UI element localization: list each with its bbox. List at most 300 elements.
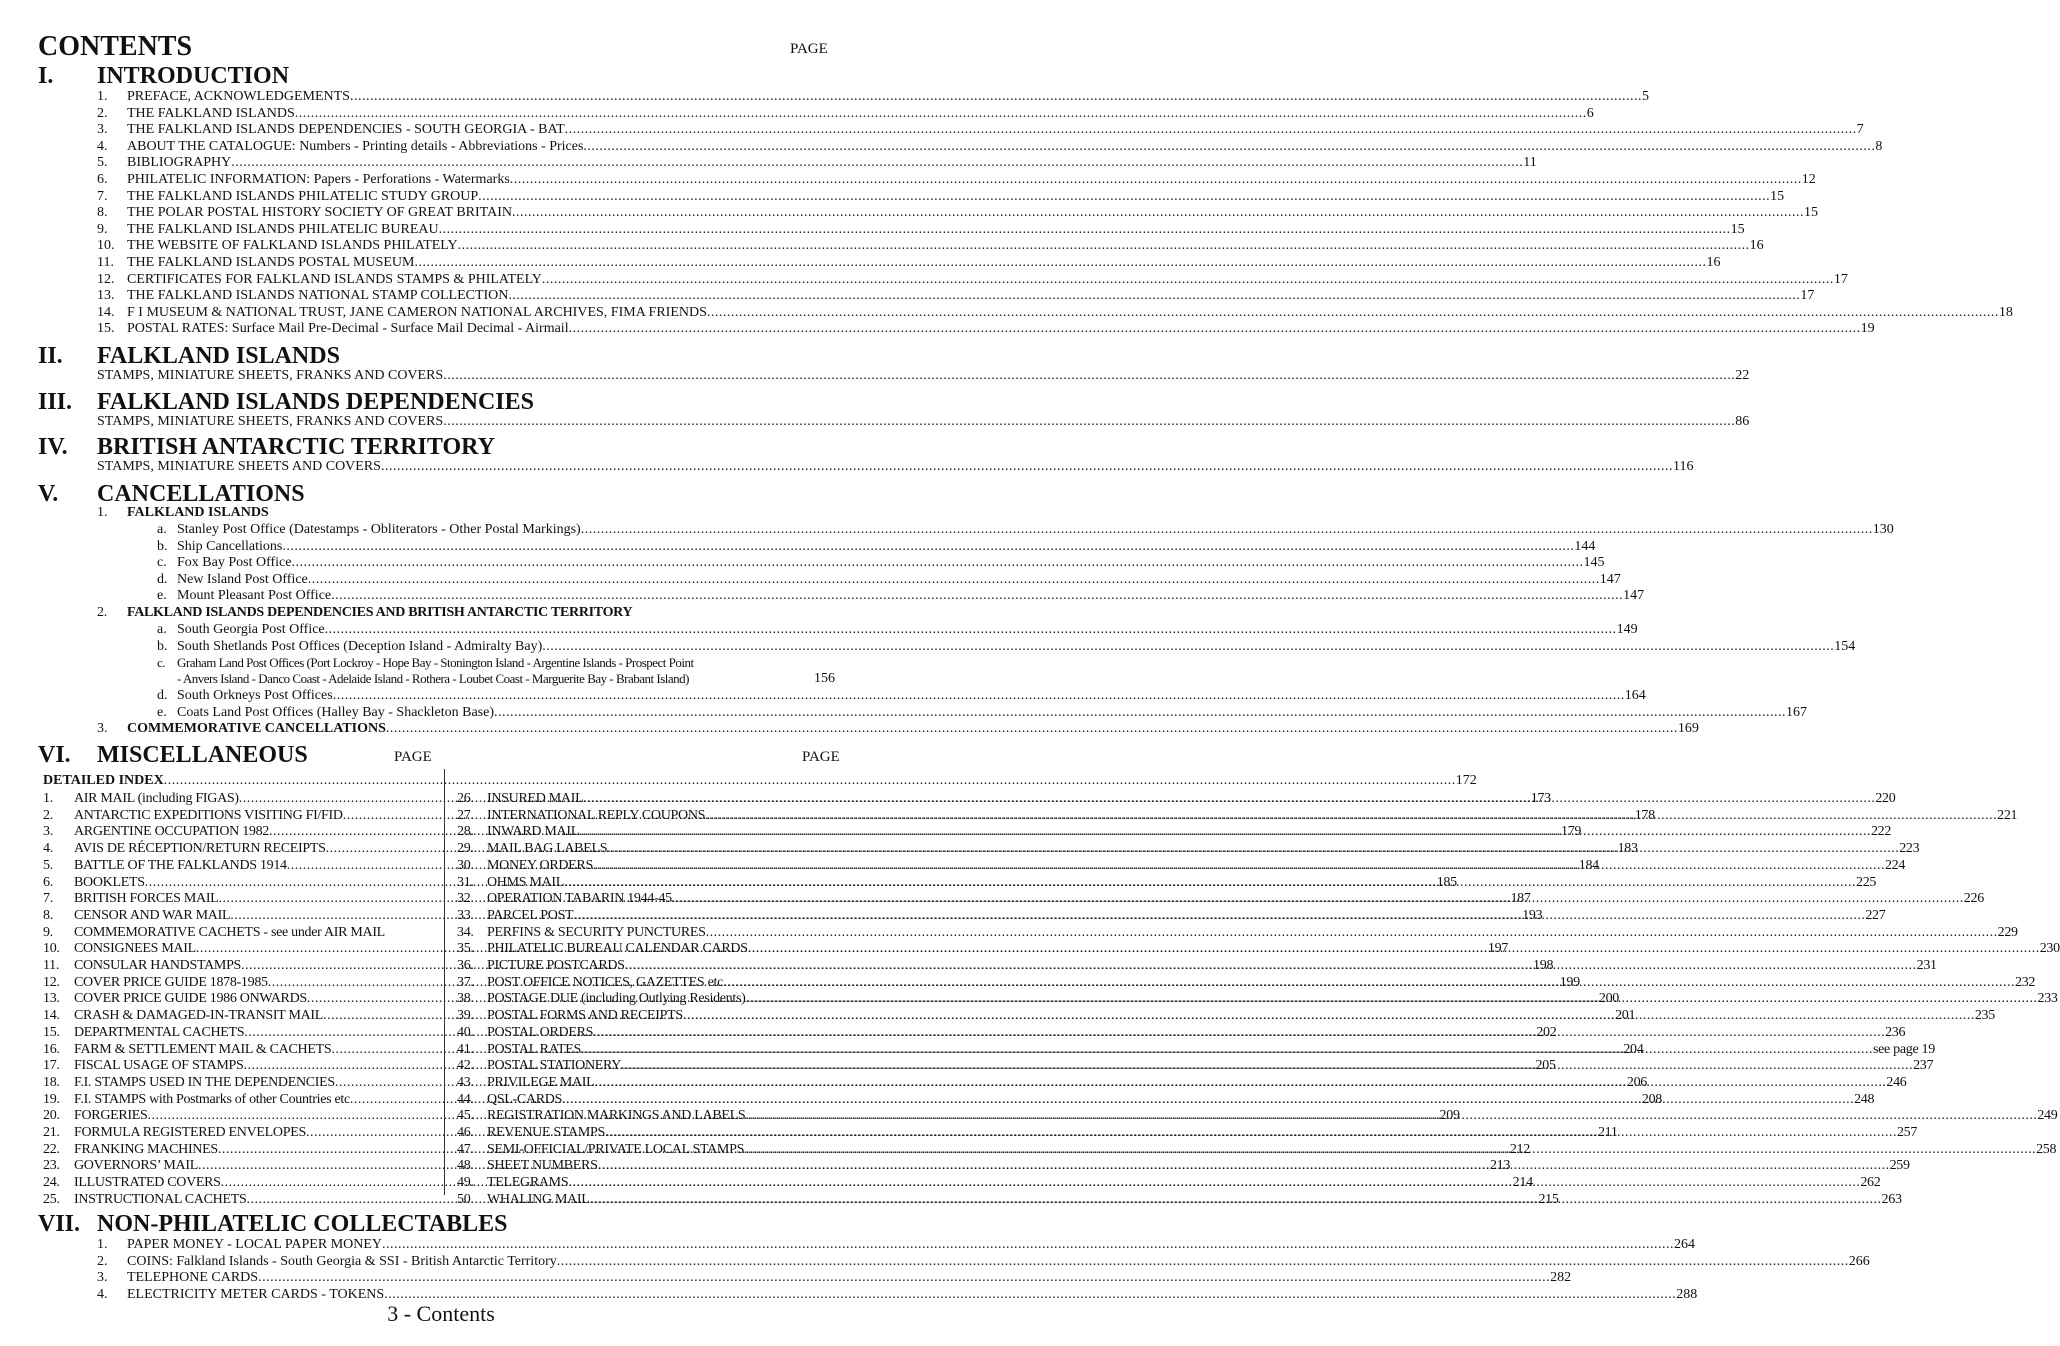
entry-label: PRIVILEGE MAIL xyxy=(487,1074,595,1090)
toc-entry[interactable] xyxy=(97,287,1815,304)
leader-dots xyxy=(705,807,1997,824)
entry-page: 226 xyxy=(1963,891,1984,907)
section-title: CANCELLATIONS xyxy=(97,481,305,507)
entry-page: 236 xyxy=(1885,1024,1906,1040)
entry-label: Graham Land Post Offices (Port Lockroy - Hope Bay - Stonington Island - Argentine Islands - Prospect Point xyxy=(177,655,694,670)
entry-number: 3. xyxy=(97,1270,108,1286)
entry-number: 5. xyxy=(43,857,53,873)
entry-page: 198 xyxy=(1533,958,1554,973)
entry-label: FORMULA REGISTERED ENVELOPES xyxy=(74,1125,306,1140)
entry-label: ARGENTINE OCCUPATION 1982 xyxy=(74,824,269,840)
entry-number: 3. xyxy=(97,122,108,138)
entry-number: 36. xyxy=(457,958,474,973)
entry-number: 12. xyxy=(43,974,60,990)
entry-number: 21. xyxy=(43,1125,60,1140)
entry-page: 193 xyxy=(1522,907,1543,923)
toc-entry[interactable] xyxy=(97,458,1694,475)
entry-page: 169 xyxy=(1677,721,1699,736)
entry-page: 164 xyxy=(1624,688,1646,703)
entry-page: 232 xyxy=(2015,974,2036,990)
entry-label: THE FALKLAND ISLANDS PHILATELIC BUREAU xyxy=(127,221,439,237)
section-title: INTRODUCTION xyxy=(97,63,290,89)
entry-label: AVIS DE RÉCEPTION/RETURN RECEIPTS xyxy=(74,841,326,857)
entry-number: 10. xyxy=(43,941,60,957)
section-title: FALKLAND ISLANDS DEPENDENCIES xyxy=(97,389,534,415)
leader-dots xyxy=(458,237,1750,254)
entry-page: 12 xyxy=(1801,172,1816,187)
entry-number: 2. xyxy=(97,605,107,620)
section-numeral: VI. xyxy=(38,742,71,768)
section-numeral: VII. xyxy=(38,1211,81,1237)
toc-entry[interactable] xyxy=(157,687,1646,704)
toc-entry[interactable] xyxy=(157,654,835,671)
entry-page: 227 xyxy=(1865,907,1886,923)
entry-page: 16 xyxy=(1706,255,1721,270)
entry-label: SHEET NUMBERS xyxy=(487,1158,598,1174)
toc-entry[interactable] xyxy=(457,924,2018,941)
leader-dots xyxy=(748,940,2040,957)
entry-page: 213 xyxy=(1489,1158,1511,1174)
entry-number: e. xyxy=(157,704,167,720)
entry-page: 224 xyxy=(1884,857,1906,873)
toc-entry[interactable] xyxy=(97,171,1816,188)
entry-number: 14. xyxy=(43,1008,60,1024)
entry-label: - Anvers Island - Danco Coast - Adelaide Island - Rothera - Loubet Coast - Marguerite Bay - Brabant Island) xyxy=(177,671,689,686)
leader-dots xyxy=(542,638,1834,655)
page-column-label: PAGE xyxy=(790,41,828,57)
toc-entry-continuation[interactable] xyxy=(177,670,835,687)
leader-dots xyxy=(672,890,1964,907)
entry-number: 34. xyxy=(457,924,474,940)
entry-page: 282 xyxy=(1550,1270,1572,1286)
leader-dots xyxy=(565,121,1857,138)
column-divider xyxy=(444,769,445,1195)
entry-page: 17 xyxy=(1833,271,1848,287)
entry-label: REVENUE STAMPS xyxy=(487,1125,605,1140)
entry-label: OPERATION TABARIN 1944-45 xyxy=(487,891,672,907)
entry-page: 172 xyxy=(1455,773,1477,788)
entry-page: 5 xyxy=(1641,89,1649,104)
entry-label: FARM & SETTLEMENT MAIL & CACHETS xyxy=(74,1041,332,1057)
entry-number: b. xyxy=(157,538,168,554)
entry-number: 12. xyxy=(97,271,115,287)
entry-number: 6. xyxy=(97,172,108,187)
toc-entry[interactable] xyxy=(97,271,1848,288)
entry-label: OHMS MAIL xyxy=(487,874,565,890)
entry-page: 288 xyxy=(1676,1286,1698,1302)
leader-dots xyxy=(683,1007,1975,1024)
entry-page: 15 xyxy=(1770,188,1785,204)
entry-page: 206 xyxy=(1626,1074,1647,1090)
entry-label: PREFACE, ACKNOWLEDGEMENTS xyxy=(127,89,350,104)
section-numeral: II. xyxy=(38,343,63,369)
entry-number: 42. xyxy=(457,1058,474,1074)
entry-number: 27. xyxy=(457,807,474,823)
entry-number: 3. xyxy=(43,824,53,840)
entry-page: 202 xyxy=(1536,1024,1557,1040)
entry-number: 18. xyxy=(43,1074,60,1090)
entry-label: AIR MAIL (including FIGAS) xyxy=(74,791,239,806)
leader-dots xyxy=(164,772,1456,789)
leader-dots xyxy=(325,621,1617,638)
leader-dots xyxy=(746,990,2038,1007)
toc-entry[interactable] xyxy=(97,1269,1572,1286)
entry-label: MAIL BAG LABELS xyxy=(487,841,608,857)
entry-number: 15. xyxy=(43,1024,60,1040)
entry-label: SEMI-OFFICIAL/PRIVATE LOCAL STAMPS xyxy=(487,1141,745,1157)
entry-label: MONEY ORDERS xyxy=(487,857,593,873)
entry-number: 49. xyxy=(457,1175,474,1191)
leader-dots xyxy=(583,138,1875,155)
entry-number: 3. xyxy=(97,721,108,736)
entry-label: STAMPS, MINIATURE SHEETS AND COVERS xyxy=(97,459,381,474)
entry-label: COMMEMORATIVE CACHETS - see under AIR MAIL xyxy=(74,924,385,940)
entry-label: PAPER MONEY - LOCAL PAPER MONEY xyxy=(127,1237,383,1252)
toc-entry[interactable] xyxy=(97,367,1750,384)
entry-label: THE FALKLAND ISLANDS DEPENDENCIES - SOUTH GEORGIA - BAT xyxy=(127,122,565,138)
leader-dots xyxy=(414,254,1706,271)
entry-label: FISCAL USAGE OF STAMPS xyxy=(74,1058,244,1074)
section-title: BRITISH ANTARCTIC TERRITORY xyxy=(97,434,495,460)
entry-page: see page 19 xyxy=(1872,1041,1935,1057)
entry-number: 1. xyxy=(43,791,53,806)
entry-label: DEPARTMENTAL CACHETS xyxy=(74,1024,245,1040)
entry-label: POSTAL FORMS AND RECEIPTS xyxy=(487,1008,683,1024)
toc-entry[interactable] xyxy=(97,204,1818,221)
entry-label: CRASH & DAMAGED-IN-TRANSIT MAIL xyxy=(74,1008,324,1024)
entry-label: GOVERNORS’ MAIL xyxy=(74,1158,198,1174)
leader-dots xyxy=(291,554,1583,571)
toc-entry[interactable] xyxy=(97,304,2013,321)
entry-label: CENSOR AND WAR MAIL xyxy=(74,907,231,923)
entry-number: 9. xyxy=(97,221,108,237)
toc-entry[interactable] xyxy=(157,538,1596,555)
entry-label: CONSULAR HANDSTAMPS xyxy=(74,958,242,973)
leader-dots xyxy=(569,320,1861,337)
section-miscellaneous xyxy=(38,742,858,772)
entry-page: 187 xyxy=(1510,891,1531,907)
toc-entry[interactable] xyxy=(157,521,1894,538)
leader-dots xyxy=(579,823,1871,840)
entry-page: 178 xyxy=(1634,807,1655,823)
entry-page: 144 xyxy=(1574,538,1596,554)
page-column-label-left: PAGE xyxy=(394,749,432,765)
entry-number: d. xyxy=(157,571,168,587)
toc-entry[interactable] xyxy=(157,554,1605,571)
entry-page: 130 xyxy=(1872,522,1894,537)
entry-page: 209 xyxy=(1439,1108,1460,1124)
entry-number: 8. xyxy=(43,907,53,923)
entry-number: 6. xyxy=(43,874,53,890)
entry-page: 229 xyxy=(1997,924,2018,940)
entry-label: INTERNATIONAL REPLY COUPONS xyxy=(487,807,706,823)
leader-dots xyxy=(598,1157,1890,1174)
entry-page: 16 xyxy=(1749,238,1764,254)
leader-dots xyxy=(494,704,1786,721)
leader-dots xyxy=(573,907,1865,924)
leader-dots xyxy=(439,221,1731,238)
entry-page: 147 xyxy=(1599,571,1621,587)
entry-number: 43. xyxy=(457,1074,474,1090)
toc-entry[interactable] xyxy=(97,254,1721,271)
leader-dots xyxy=(512,204,1804,221)
leader-dots xyxy=(443,367,1735,384)
entry-number: 39. xyxy=(457,1008,474,1024)
page-footer: 3 - Contents xyxy=(387,1301,495,1326)
entry-page: 208 xyxy=(1641,1091,1662,1107)
entry-label: ELECTRICITY METER CARDS - TOKENS xyxy=(127,1286,385,1302)
entry-page: 221 xyxy=(1997,807,2018,823)
entry-number: 2. xyxy=(97,105,108,121)
entry-number: 30. xyxy=(457,857,474,873)
entry-number: 19. xyxy=(43,1091,60,1107)
section-numeral: V. xyxy=(38,481,59,507)
leader-dots xyxy=(607,840,1899,857)
toc-entry[interactable] xyxy=(97,1236,1696,1253)
entry-page: 15 xyxy=(1730,221,1745,237)
leader-dots xyxy=(386,720,1678,737)
entry-page: 116 xyxy=(1672,459,1694,474)
toc-entry[interactable] xyxy=(157,571,1621,588)
entry-label: Fox Bay Post Office xyxy=(177,555,292,571)
entry-page: 185 xyxy=(1436,874,1457,890)
entry-label: INWARD MAIL xyxy=(487,824,579,840)
entry-page: 6 xyxy=(1586,105,1594,121)
toc-entry[interactable] xyxy=(97,154,1537,171)
entry-page: 22 xyxy=(1735,368,1750,383)
toc-entry[interactable] xyxy=(97,1253,1870,1270)
leader-dots xyxy=(723,974,2015,991)
entry-label: INSTRUCTIONAL CACHETS xyxy=(74,1191,247,1207)
entry-number: 40. xyxy=(457,1024,474,1040)
entry-page: 200 xyxy=(1598,991,1620,1007)
leader-dots xyxy=(508,287,1800,304)
entry-page: 262 xyxy=(1860,1175,1881,1191)
entry-number: e. xyxy=(157,588,167,604)
entry-number: 38. xyxy=(457,991,474,1007)
entry-page: 233 xyxy=(2037,991,2058,1007)
entry-label: FORGERIES xyxy=(74,1108,148,1124)
entry-page: 173 xyxy=(1530,791,1551,806)
entry-number: 17. xyxy=(43,1058,60,1074)
leader-dots xyxy=(593,857,1885,874)
entry-page: 246 xyxy=(1886,1074,1907,1090)
entry-number: 1. xyxy=(97,505,108,520)
entry-label: BOOKLETS xyxy=(74,874,145,890)
entry-page: 11 xyxy=(1523,155,1537,171)
entry-page: 214 xyxy=(1512,1175,1533,1191)
toc-entry-detailed-index[interactable] xyxy=(43,772,1477,789)
entry-number: 32. xyxy=(457,891,474,907)
entry-page: 258 xyxy=(2036,1141,2057,1157)
toc-entry[interactable] xyxy=(97,188,1785,205)
toc-entry[interactable] xyxy=(97,221,1745,238)
leader-dots xyxy=(258,1269,1550,1286)
toc-entry[interactable] xyxy=(157,704,1808,721)
entry-number: 2. xyxy=(97,1253,108,1269)
section-title: FALKLAND ISLANDS xyxy=(97,343,340,369)
entry-page: 222 xyxy=(1870,824,1892,840)
entry-page: 237 xyxy=(1913,1058,1934,1074)
entry-label: ILLUSTRATED COVERS xyxy=(74,1175,221,1191)
entry-page: 197 xyxy=(1487,941,1508,957)
entry-number: 28. xyxy=(457,824,474,840)
leader-dots xyxy=(542,271,1834,288)
entry-label: COVER PRICE GUIDE 1878-1985 xyxy=(74,974,268,990)
entry-number: a. xyxy=(157,522,167,537)
leader-dots xyxy=(282,538,1574,555)
toc-entry[interactable] xyxy=(97,413,1750,430)
leader-dots xyxy=(583,790,1875,807)
page-title: CONTENTS xyxy=(38,31,193,62)
entry-number: c. xyxy=(157,555,167,571)
entry-number: 20. xyxy=(43,1108,60,1124)
entry-page: 8 xyxy=(1875,138,1883,154)
entry-label: F.I. STAMPS with Postmarks of other Countries etc xyxy=(74,1091,350,1107)
entry-number: 50. xyxy=(457,1191,474,1207)
entry-number: 16. xyxy=(43,1041,60,1057)
entry-number: 14. xyxy=(97,304,115,320)
entry-page: 183 xyxy=(1617,841,1638,857)
leader-dots xyxy=(568,1174,1860,1191)
entry-page: 225 xyxy=(1856,874,1877,890)
entry-label: South Shetlands Post Offices (Deception Island - Admiralty Bay) xyxy=(177,638,543,654)
entry-page: 230 xyxy=(2039,941,2060,957)
entry-page: 19 xyxy=(1860,321,1875,337)
entry-page: 212 xyxy=(1509,1141,1530,1157)
entry-label: ANTARCTIC EXPEDITIONS VISITING FI/FID xyxy=(74,807,343,823)
entry-page: 15 xyxy=(1804,205,1818,221)
entry-number: c. xyxy=(157,655,166,670)
leader-dots xyxy=(478,188,1770,205)
entry-label: PICTURE POSTCARDS xyxy=(487,958,625,973)
leader-dots xyxy=(562,1091,1854,1108)
leader-dots xyxy=(621,1057,1913,1074)
entry-label: FALKLAND ISLANDS xyxy=(127,505,269,520)
leader-dots xyxy=(745,1107,2037,1124)
entry-number: 48. xyxy=(457,1158,474,1174)
entry-page: 18 xyxy=(1998,304,2013,320)
leader-dots xyxy=(581,1041,1873,1058)
leader-dots xyxy=(590,1191,1882,1208)
entry-number: 35. xyxy=(457,941,474,957)
entry-number: 7. xyxy=(97,188,108,204)
entry-label: South Orkneys Post Offices xyxy=(177,688,333,703)
leader-dots xyxy=(706,924,1998,941)
entry-label: FALKLAND ISLANDS DEPENDENCIES AND BRITISH ANTARCTIC TERRITORY xyxy=(127,605,633,620)
entry-label: PARCEL POST xyxy=(487,907,574,923)
entry-number: 4. xyxy=(97,1286,108,1302)
entry-page: 156 xyxy=(814,671,835,686)
entry-label: PHILATELIC BUREAU CALENDAR CARDS xyxy=(487,941,748,957)
entry-page: 204 xyxy=(1623,1041,1644,1057)
toc-entry[interactable] xyxy=(157,621,1638,638)
entry-number: 5. xyxy=(97,155,108,171)
entry-label: PERFINS & SECURITY PUNCTURES xyxy=(487,924,706,940)
entry-number: 31. xyxy=(457,874,474,890)
toc-group-heading xyxy=(97,604,835,621)
toc-entry[interactable] xyxy=(157,587,1645,604)
entry-number: 1. xyxy=(97,89,108,104)
entry-number: 25. xyxy=(43,1191,60,1207)
entry-label: F I MUSEUM & NATIONAL TRUST, JANE CAMERON NATIONAL ARCHIVES, FIMA FRIENDS xyxy=(127,304,707,320)
leader-dots xyxy=(382,1236,1674,1253)
entry-number: 7. xyxy=(43,891,53,907)
entry-label: COINS: Falkland Islands - South Georgia & SSI - British Antarctic Territory xyxy=(127,1253,557,1269)
toc-entry[interactable] xyxy=(43,924,434,941)
toc-entry[interactable] xyxy=(97,720,1699,737)
leader-dots xyxy=(295,105,1587,122)
entry-number: 37. xyxy=(457,974,474,990)
entry-label: FRANKING MACHINES xyxy=(74,1141,218,1157)
leader-dots xyxy=(625,957,1917,974)
entry-page: 205 xyxy=(1535,1058,1556,1074)
toc-entry[interactable] xyxy=(97,320,1875,337)
entry-page: 86 xyxy=(1735,414,1750,429)
entry-label: COVER PRICE GUIDE 1986 ONWARDS xyxy=(74,991,307,1007)
entry-number: 9. xyxy=(43,924,53,940)
entry-label: THE FALKLAND ISLANDS PHILATELIC STUDY GROUP xyxy=(127,188,479,204)
toc-group-heading xyxy=(97,504,835,521)
leader-dots xyxy=(308,571,1600,588)
entry-label: INSURED MAIL xyxy=(487,791,584,806)
entry-number: 8. xyxy=(97,205,108,221)
entry-label: South Georgia Post Office xyxy=(177,622,325,637)
toc-entry[interactable] xyxy=(97,105,1594,122)
leader-dots xyxy=(707,304,1999,321)
leader-dots xyxy=(381,458,1673,475)
entry-number: 26. xyxy=(457,791,474,806)
entry-page: 257 xyxy=(1896,1125,1918,1140)
entry-label: F.I. STAMPS USED IN THE DEPENDENCIES xyxy=(74,1074,335,1090)
toc-entry[interactable] xyxy=(97,121,1864,138)
entry-number: 24. xyxy=(43,1175,60,1191)
leader-dots xyxy=(557,1253,1849,1270)
toc-entry[interactable] xyxy=(97,88,1649,105)
entry-label: TELEPHONE CARDS xyxy=(127,1270,259,1286)
entry-number: 1. xyxy=(97,1237,108,1252)
entry-label: PHILATELIC INFORMATION: Papers - Perforations - Watermarks xyxy=(127,172,510,187)
entry-page: 235 xyxy=(1974,1008,1995,1024)
entry-label: WHALING MAIL xyxy=(487,1191,590,1207)
entry-number: 41. xyxy=(457,1041,474,1057)
entry-number: 22. xyxy=(43,1141,60,1157)
entry-label: COMMEMORATIVE CANCELLATIONS xyxy=(127,721,386,736)
leader-dots xyxy=(510,171,1802,188)
entry-number: a. xyxy=(157,622,167,637)
entry-number: 11. xyxy=(43,958,60,973)
leader-dots xyxy=(581,521,1873,538)
toc-entry[interactable] xyxy=(97,237,1764,254)
entry-label: CONSIGNEES MAIL xyxy=(74,941,196,957)
leader-dots xyxy=(564,874,1856,891)
entry-label: THE POLAR POSTAL HISTORY SOCIETY OF GREAT BRITAIN xyxy=(127,205,512,221)
entry-label: STAMPS, MINIATURE SHEETS, FRANKS AND COVERS xyxy=(97,414,444,429)
entry-label: ABOUT THE CATALOGUE: Numbers - Printing details - Abbreviations - Prices xyxy=(127,138,584,154)
entry-number: 46. xyxy=(457,1125,474,1140)
entry-page: 179 xyxy=(1561,824,1582,840)
section-title: NON-PHILATELIC COLLECTABLES xyxy=(97,1211,508,1237)
entry-label: THE WEBSITE OF FALKLAND ISLANDS PHILATELY xyxy=(127,238,458,254)
leader-dots xyxy=(331,587,1623,604)
toc-entry[interactable] xyxy=(97,138,1883,155)
toc-entry[interactable] xyxy=(157,638,1856,655)
entry-number: 11. xyxy=(97,255,114,270)
entry-label: POSTAL ORDERS xyxy=(487,1024,594,1040)
entry-label: STAMPS, MINIATURE SHEETS, FRANKS AND COVERS xyxy=(97,368,444,383)
entry-label: CERTIFICATES FOR FALKLAND ISLANDS STAMPS & PHILATELY xyxy=(127,271,542,287)
entry-number: d. xyxy=(157,688,168,703)
